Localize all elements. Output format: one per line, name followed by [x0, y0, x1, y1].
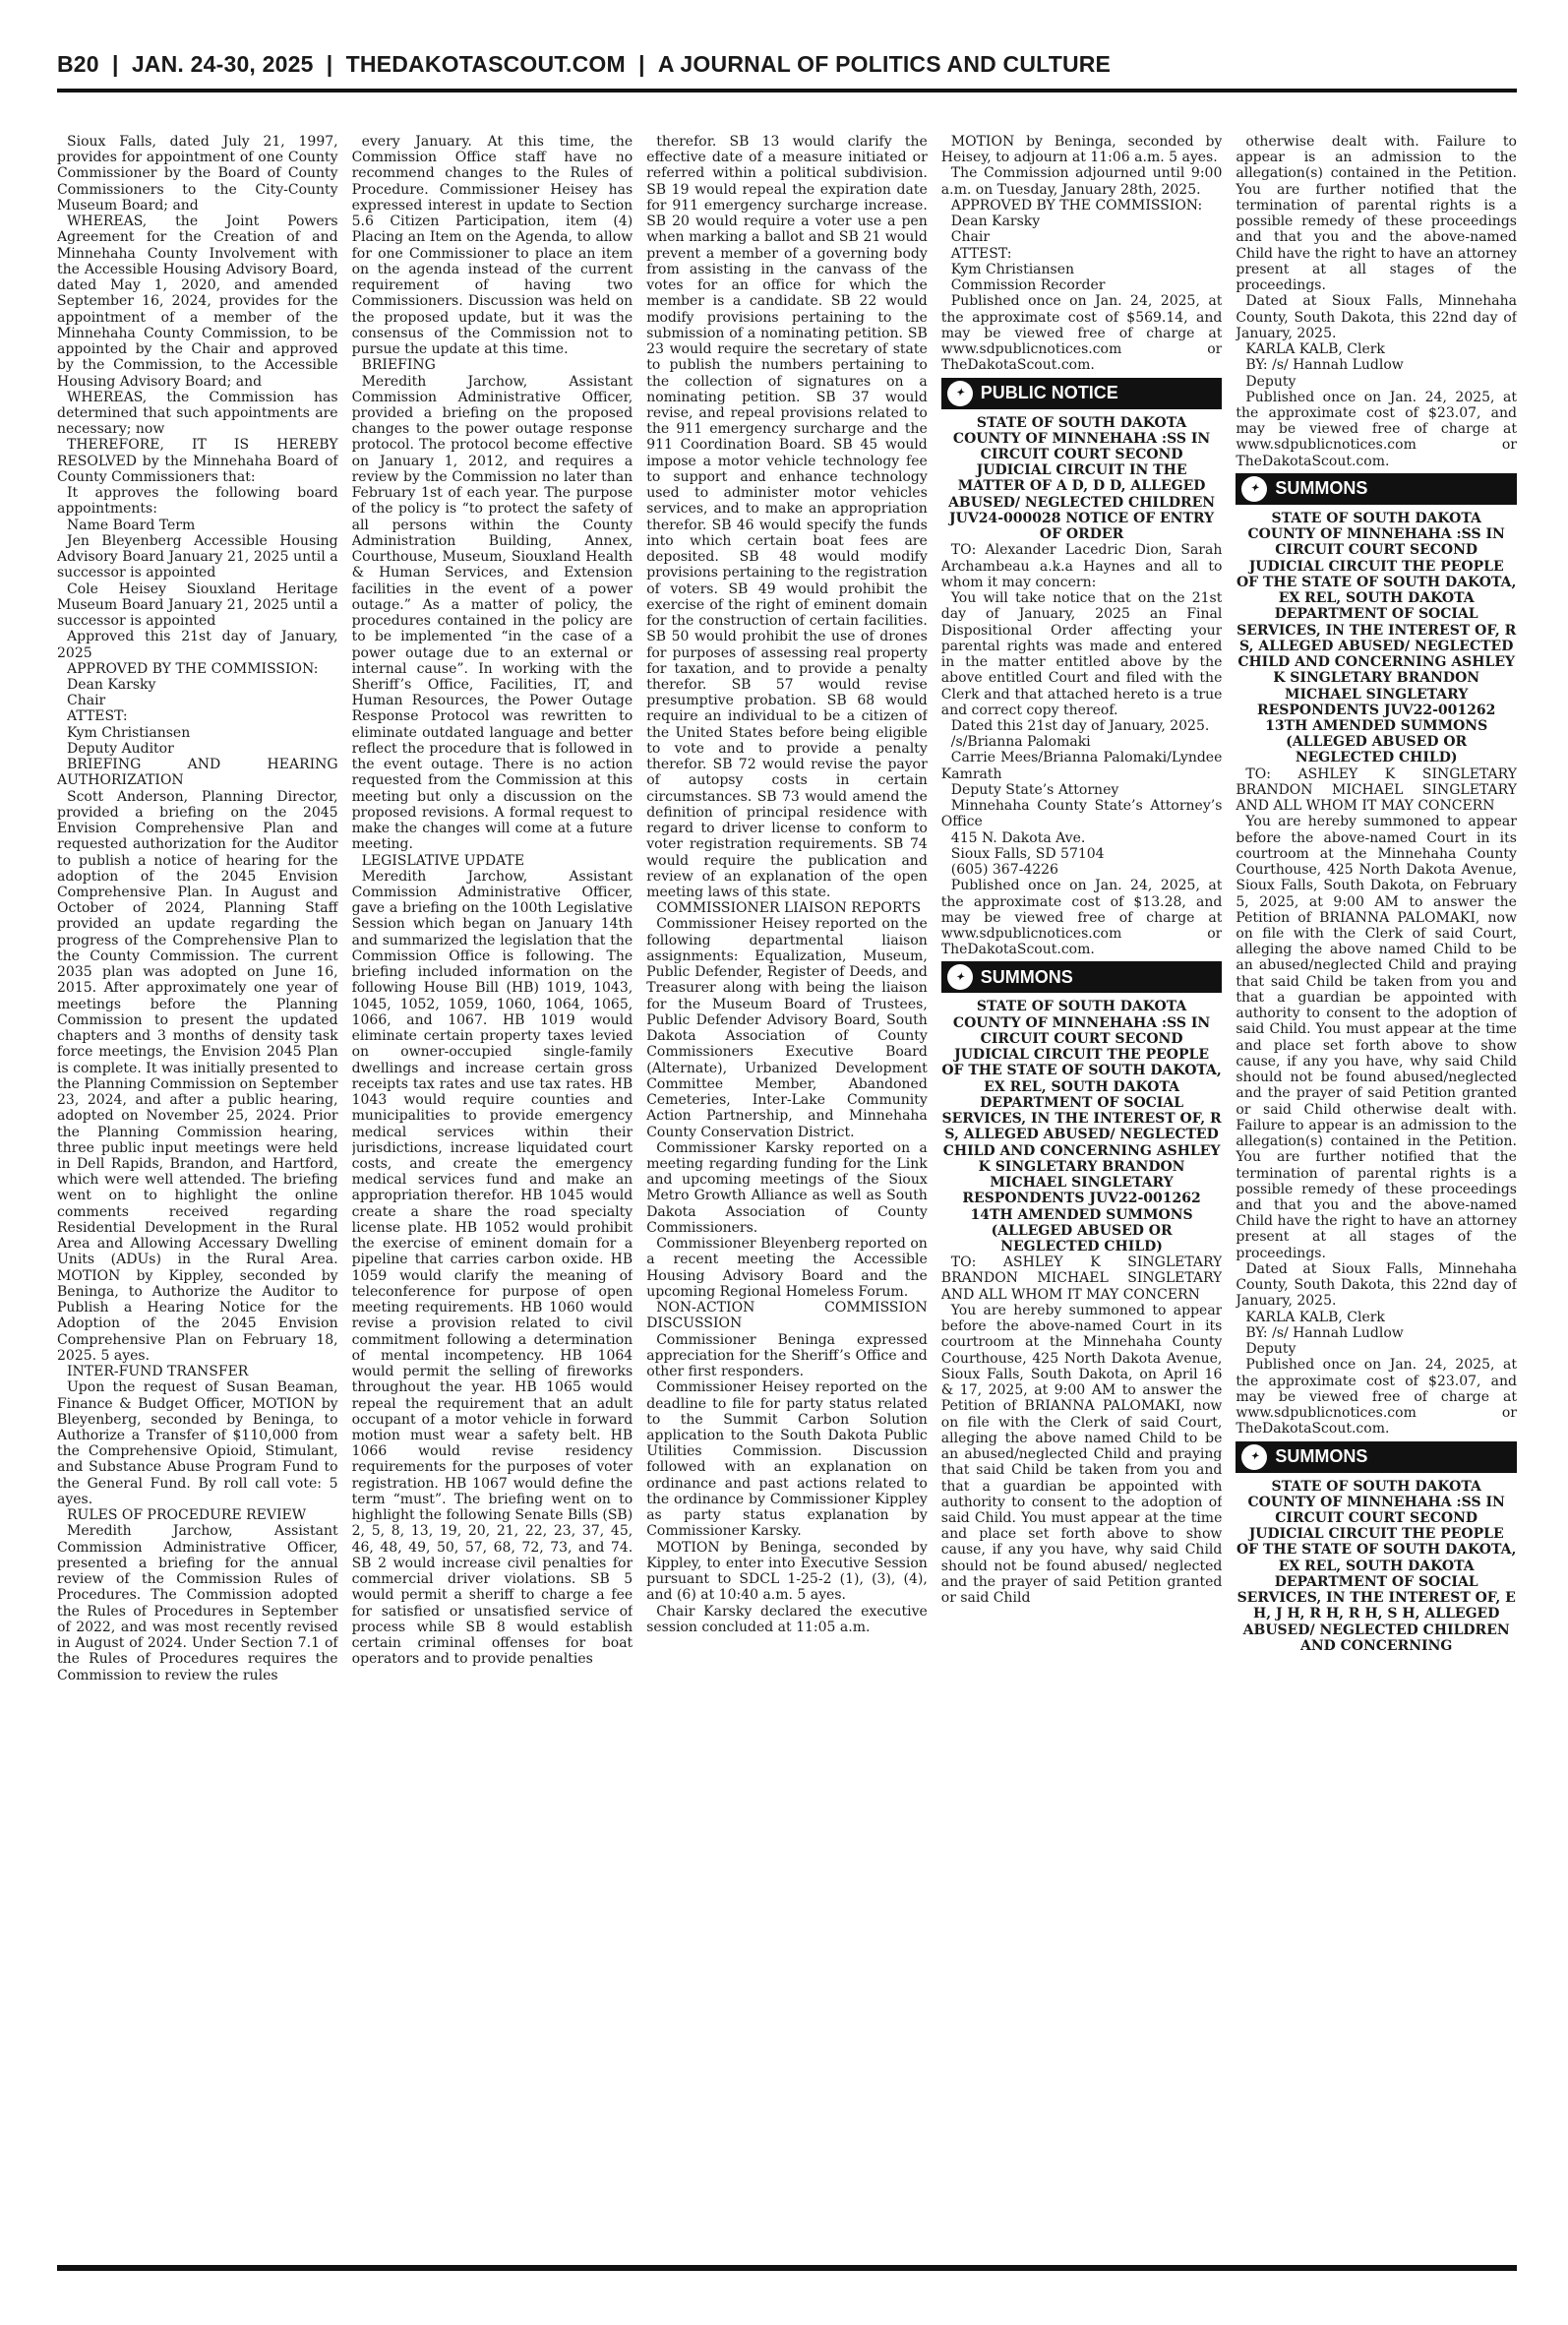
- scout-logo-icon: ✦: [1241, 476, 1267, 502]
- case-caption: STATE OF SOUTH DAKOTA COUNTY OF MINNEHAHA :SS IN CIRCUIT COURT SECOND JUDICIAL CIRCUIT THE PEOPLE OF THE STATE OF SOUTH DAKOTA, EX REL, SOUTH DAKOTA DEPARTMENT OF SOCIAL SERVICES, IN THE INTEREST OF, R S, ALLEGED ABUSED/ NEGLECTED CHILD AND CONCERNING ASHLEY K SINGLETARY BRANDON MICHAEL SINGLETARY RESPONDENTS JUV22-001262 13TH AMENDED SUMMONS (ALLEGED ABUSED OR NEGLECTED CHILD): [1236, 510, 1517, 766]
- header-separator: |: [111, 51, 119, 77]
- notice-paragraph: THEREFORE, IT IS HEREBY RESOLVED by the Minnehaha Board of County Commissioners that:: [57, 437, 338, 485]
- notice-paragraph: Meredith Jarchow, Assistant Commission Administrative Officer, gave a briefing on the 100th Legislative Session which began on January 14th and summarized the legislation that the Commission Office is following. The briefing included information on the following House Bill (HB) 1019, 1043, 1045, 1052, 1059, 1060, 1064, 1065, 1066, and 1067. HB 1019 would eliminate certain property taxes levied on owner-occupied single-family dwellings and increase certain gross receipts tax rates and use tax rates. HB 1043 would require counties and municipalities to provide emergency medical services within their jurisdictions, increase liquidated court costs, and create the emergency medical services fund and make an appropriation therefor. HB 1045 would create a share the road specialty license plate. HB 1052 would prohibit the exercise of eminent domain for a pipeline that carries carbon oxide. HB 1059 would clarify the meaning of teleconference for purpose of open meeting requirements. HB 1060 would revise a provision related to civil commitment following a determination of mental incompetency. HB 1064 would permit the selling of fireworks throughout the year. HB 1065 would repeal the requirement that an adult occupant of a motor vehicle in forward motion must wear a safety belt. HB 1066 would revise residency requirements for the purposes of voter registration. HB 1067 would define the term “must”. The briefing went on to highlight the following Senate Bills (SB) 2, 5, 8, 13, 19, 20, 21, 22, 23, 37, 45, 46, 48, 49, 50, 57, 68, 72, 73, and 74. SB 2 would increase civil penalties for commercial driver violations. SB 5 would permit a sheriff to charge a fee for satisfied or unsatisfied service of process while SB 8 would establish certain criminal offenses for boat operators and to provide penalties: [351, 868, 633, 1668]
- notice-paragraph: RULES OF PROCEDURE REVIEW: [67, 1507, 307, 1524]
- column-2: [352, 134, 633, 2259]
- notice-paragraph: every January. At this time, the Commission Office staff have no recommend changes to the Rules of Procedure. Commissioner Heisey has expressed interest in update to Section 5.6 Citizen Participation, item (4) Placing an Item on the Agenda, to allow for one Commissioner to place an item on the agenda instead of the current requirement of having two Commissioners. Discussion was held on the proposed update, but it was the consensus of the Commission not to pursue the update at this time.: [351, 134, 633, 358]
- scout-logo-icon: ✦: [947, 964, 973, 990]
- notice-paragraph: Published once on Jan. 24, 2025, at the approximate cost of $23.07, and may be viewed free of charge at www.sdpublicnotices.com or TheDakotaScout.com.: [1236, 389, 1517, 469]
- case-caption: STATE OF SOUTH DAKOTA COUNTY OF MINNEHAHA :SS IN CIRCUIT COURT SECOND JUDICIAL CIRCUIT THE PEOPLE OF THE STATE OF SOUTH DAKOTA, EX REL, SOUTH DAKOTA DEPARTMENT OF SOCIAL SERVICES, IN THE INTEREST OF, E H, J H, R H, R H, S H, ALLEGED ABUSED/ NEGLECTED CHILDREN AND CONCERNING: [1236, 1478, 1517, 1654]
- notice-paragraph: Commissioner Bleyenberg reported on a recent meeting the Accessible Housing Advisory Board and the upcoming Regional Homeless Forum.: [646, 1236, 928, 1300]
- notice-paragraph: COMMISSIONER LIAISON REPORTS: [656, 900, 922, 917]
- notice-paragraph: MOTION by Beninga, seconded by Kippley, to enter into Executive Session pursuant to SDCL 1-25-2 (1), (3), (4), and (6) at 10:40 a.m. 5 ayes.: [646, 1539, 928, 1604]
- footer-rule: [57, 2265, 1517, 2271]
- notice-paragraph: Deputy: [1245, 1341, 1297, 1358]
- issue-date: JAN. 24-30, 2025: [131, 51, 314, 77]
- notice-paragraph: Deputy State’s Attorney: [950, 781, 1119, 798]
- notice-paragraph: Chair: [950, 229, 991, 246]
- notice-paragraph: Jen Bleyenberg Accessible Housing Advisory Board January 21, 2025 until a successor is appointed: [57, 532, 338, 581]
- notice-paragraph: Published once on Jan. 24, 2025, at the approximate cost of $13.28, and may be viewed free of charge at www.sdpublicnotices.com or TheDakotaScout.com.: [940, 878, 1223, 958]
- notice-paragraph: Cole Heisey Siouxland Heritage Museum Board January 21, 2025 until a successor is appointed: [57, 581, 338, 630]
- notice-paragraph: Meredith Jarchow, Assistant Commission Administrative Officer, provided a briefing on the proposed changes to the power outage response protocol. The protocol become effective on January 1, 2012, and requires a review by the Commission no later than February 1st of each year. The purpose of the policy is “to protect the safety of all persons within the County Administration Building, Annex, Courthouse, Museum, Siouxland Health & Human Services, and Extension facilities in the event of a power outage.” As a matter of policy, the procedures contained in the policy are to be implemented “in the case of a power outage due to an external or internal cause”. In working with the Sheriff’s Office, Facilities, IT, and Human Resources, the Power Outage Response Protocol was rewritten to eliminate outdated language and better reflect the procedure that is followed in the event outage. There is no action requested from the Commission at this meeting but only a discussion on the proposed revisions. A formal request to make the changes will come at a future meeting.: [351, 373, 633, 853]
- notice-paragraph: Commissioner Beninga expressed appreciation for the Sheriff’s Office and other first responders.: [646, 1331, 928, 1380]
- notice-paragraph: Minnehaha County State’s Attorney’s Office: [940, 798, 1223, 830]
- case-caption: STATE OF SOUTH DAKOTA COUNTY OF MINNEHAHA :SS IN CIRCUIT COURT SECOND JUDICIAL CIRCUIT THE PEOPLE OF THE STATE OF SOUTH DAKOTA, EX REL, SOUTH DAKOTA DEPARTMENT OF SOCIAL SERVICES, IN THE INTEREST OF, R S, ALLEGED ABUSED/ NEGLECTED CHILD AND CONCERNING ASHLEY K SINGLETARY BRANDON MICHAEL SINGLETARY RESPONDENTS JUV22-001262 14TH AMENDED SUMMONS (ALLEGED ABUSED OR NEGLECTED CHILD): [941, 999, 1222, 1254]
- notice-paragraph: Dated this 21st day of January, 2025.: [950, 717, 1210, 734]
- column-1: [57, 134, 338, 2259]
- notice-paragraph: Approved this 21st day of January, 2025: [57, 629, 338, 661]
- notice-paragraph: Deputy Auditor: [67, 740, 174, 757]
- notice-paragraph: Dated at Sioux Falls, Minnehaha County, South Dakota, this 22nd day of January, 2025.: [1236, 293, 1517, 341]
- notice-paragraph: TO: ASHLEY K SINGLETARY BRANDON MICHAEL SINGLETARY AND ALL WHOM IT MAY CONCERN: [940, 1254, 1223, 1303]
- notice-paragraph: /s/Brianna Palomaki: [950, 734, 1091, 751]
- notice-paragraph: APPROVED BY THE COMMISSION:: [67, 660, 319, 677]
- column-3: [646, 134, 928, 2259]
- notice-paragraph: Commissioner Heisey reported on the deadline to file for party status related to the Summit Carbon Solution application to the South Dakota Public Utilities Commission. Discussion followed with an explanation on ordinance and past actions related to the ordinance by Commissioner Kippley as party status explanation by Commissioner Karsky.: [646, 1379, 928, 1540]
- notice-paragraph: You will take notice that on the 21st day of January, 2025 an Final Dispositional Order affecting your parental rights was made and entered in the matter entitled above by the above entitled Court and filed with the Clerk and that attached hereto is a true and correct copy thereof.: [940, 590, 1223, 718]
- notice-paragraph: NON-ACTION COMMISSION DISCUSSION: [646, 1300, 928, 1332]
- notice-paragraph: WHEREAS, the Joint Powers Agreement for the Creation of and Minnehaha County Involvement with the Accessible Housing Advisory Board, dated May 1, 2020, and amended September 16, 2024, provides for the appointment of a member of the Minnehaha County Commission, to be appointed by the Chair and approved by the Commission, to the Accessible Housing Advisory Board; and: [57, 214, 338, 390]
- section-banner-label: SUMMONS: [1275, 478, 1368, 499]
- site-link[interactable]: THEDAKOTASCOUT.COM: [345, 51, 626, 77]
- notice-paragraph: BY: /s/ Hannah Ludlow: [1245, 1324, 1404, 1341]
- tagline: A JOURNAL OF POLITICS AND CULTURE: [657, 51, 1112, 77]
- notice-paragraph: Published once on Jan. 24, 2025, at the approximate cost of $23.07, and may be viewed free of charge at www.sdpublicnotices.com or TheDakotaScout.com.: [1236, 1357, 1517, 1438]
- notice-paragraph: Sioux Falls, dated July 21, 1997, provides for appointment of one County Commissioner by the Board of County Commissioners to the City-County Museum Board; and: [57, 134, 338, 214]
- notice-paragraph: The Commission adjourned until 9:00 a.m. on Tuesday, January 28th, 2025.: [940, 165, 1223, 198]
- notice-paragraph: Chair: [67, 693, 106, 709]
- header-separator: |: [638, 51, 645, 77]
- notice-paragraph: Published once on Jan. 24, 2025, at the approximate cost of $569.14, and may be viewed free of charge at www.sdpublicnotices.com or TheDakotaScout.com.: [940, 293, 1223, 374]
- notice-paragraph: Meredith Jarchow, Assistant Commission Administrative Officer, presented a briefing for the annual review of the Commission Rules of Procedures. The Commission adopted the Rules of Procedures in September of 2022, and was most recently revised in August of 2024. Under Section 7.1 of the Rules of Procedures requires the Commission to review the rules: [57, 1523, 338, 1683]
- notice-paragraph: Sioux Falls, SD 57104: [950, 845, 1105, 862]
- notice-paragraph: Deputy: [1245, 373, 1297, 390]
- notice-paragraph: KARLA KALB, Clerk: [1245, 1309, 1385, 1325]
- notice-paragraph: Kym Christiansen: [67, 724, 191, 741]
- notice-paragraph: Commissioner Karsky reported on a meeting regarding funding for the Link and upcoming meetings of the Sioux Metro Growth Alliance as well as South Dakota Association of County Commissioners.: [646, 1139, 928, 1236]
- notice-paragraph: LEGISLATIVE UPDATE: [361, 852, 525, 869]
- notice-paragraph: INTER-FUND TRANSFER: [67, 1364, 249, 1380]
- notice-paragraph: Scott Anderson, Planning Director, provided a briefing on the 2045 Envision Comprehensive Plan and requested authorization for the Auditor to publish a notice of hearing for the adoption of the 2045 Envision Comprehensive Plan. In August and October of 2024, Planning Staff provided an update regarding the progress of the Comprehensive Plan to the County Commission. The current 2035 plan was adopted on June 16, 2015. After approximately one year of meetings before the Planning Commission to present the updated chapters and 3 months of density task force meetings, the Envision 2045 Plan is complete. It was initially presented to the Planning Commission on September 23, 2024, and after a public hearing, adopted on November 25, 2024. Prior the Planning Commission hearing, three public input meetings were held in Dell Rapids, Brandon, and Hartford, which were well attended. The briefing went on to highlight the online comments received regarding Residential Development in the Rural Area and Allowing Accessary Dwelling Units (ADUs) in the Rural Area. MOTION by Kippley, seconded by Beninga, to Authorize the Auditor to Publish a Hearing Notice for the Adoption of the 2045 Envision Comprehensive Plan on February 18, 2025. 5 ayes.: [57, 788, 338, 1364]
- notice-paragraph: Commissioner Heisey reported on the following departmental liaison assignments: Equalization, Museum, Public Defender, Register of Deeds, and Treasurer along with being the liaison for the Museum Board of Trustees, Public Defender Advisory Board, South Dakota Association of County Commissioners Executive Board (Alternate), Urbanized Development Committee Member, Abandoned Cemeteries, Inter-Lake Community Action Partnership, and Minnehaha County Conservation District.: [646, 916, 928, 1140]
- case-caption: STATE OF SOUTH DAKOTA COUNTY OF MINNEHAHA :SS IN CIRCUIT COURT SECOND JUDICIAL CIRCUIT IN THE MATTER OF A D, D D, ALLEGED ABUSED/ NEGLECTED CHILDREN JUV24-000028 NOTICE OF ENTRY OF ORDER: [948, 414, 1216, 543]
- notice-paragraph: Upon the request of Susan Beaman, Finance & Budget Officer, MOTION by Bleyenberg, seconded by Beninga, to Authorize a Transfer of $110,000 from the Comprehensive Opioid, Stimulant, and Substance Abuse Program Fund to the General Fund. By roll call vote: 5 ayes.: [57, 1379, 338, 1507]
- notice-paragraph: You are hereby summoned to appear before the above-named Court in its courtroom at the Minnehaha County Courthouse, 425 North Dakota Avenue, Sioux Falls, South Dakota, on February 5, 2025, at 9:00 AM to answer the Petition of BRIANNA PALOMAKI, now on file with the Clerk of said Court, alleging the above named Child to be an abused/neglected Child and praying that said Child be taken from you and that a guardian be appointed with authority to consent to the adoption of said Child. You must appear at the time and place set forth above to show cause, if any you have, why said Child should not be found abused/neglected and the prayer of said Petition granted or said Child otherwise dealt with. Failure to appear is an admission to the allegation(s) contained in the Petition. You are further notified that the termination of parental rights is a possible remedy of these proceedings and that you and the above-named Child have the right to have an attorney present at all stages of the proceedings.: [1236, 814, 1517, 1261]
- notice-paragraph: Carrie Mees/Brianna Palomaki/Lyndee Kamrath: [940, 750, 1223, 782]
- notice-paragraph: Name Board Term: [67, 517, 196, 533]
- notice-paragraph: KARLA KALB, Clerk: [1245, 341, 1385, 358]
- notice-paragraph: ATTEST:: [950, 245, 1012, 262]
- notice-paragraph: WHEREAS, the Commission has determined that such appointments are necessary; now: [57, 389, 338, 438]
- notice-paragraph: BRIEFING: [361, 357, 436, 374]
- column-4: [941, 134, 1223, 2259]
- section-banner: [1236, 473, 1517, 505]
- notice-paragraph: therefor. SB 13 would clarify the effective date of a measure initiated or referred within a political subdivision. SB 19 would repeal the expiration date for 911 emergency surcharge increase. SB 20 would require a voter use a pen when marking a ballot and SB 21 would prevent a member of a governing body from assisting in the canvass of the votes for an office for which the member is a candidate. SB 22 would modify provisions pertaining to the submission of a nominating petition. SB 23 would require the secretary of state to publish the numbers pertaining to the collection of signatures on a nominating petition. SB 37 would revise, and repeal provisions related to the 911 emergency surcharge and the 911 Coordination Board. SB 45 would impose a motor vehicle technology fee to support and enhance technology used to administer motor vehicles services, and to make an appropriation therefor. SB 46 would specify the funds into which certain boat fees are deposited. SB 48 would modify provisions pertaining to the registration of voters. SB 49 would prohibit the exercise of the right of eminent domain for the construction of certain facilities. SB 50 would prohibit the use of drones for purposes of assessing real property for taxation, and to provide a penalty therefor. SB 57 would revise presumptive probation. SB 68 would require an individual to be a citizen of the United States before being eligible to vote and to provide a penalty therefor. SB 72 would revise the payor of autopsy costs in certain circumstances. SB 73 would amend the definition of principal residence with regard to driver license to conform to voter registration requirements. SB 74 would require the publication and review of an explanation of the open meeting laws of this state.: [646, 134, 928, 901]
- section-banner: [941, 378, 1223, 409]
- notice-paragraph: Dean Karsky: [67, 676, 156, 693]
- notice-paragraph: TO: Alexander Lacedric Dion, Sarah Archambeau a.k.a Haynes and all to whom it may concern:: [940, 542, 1223, 590]
- notice-paragraph: 415 N. Dakota Ave.: [950, 829, 1086, 846]
- notice-paragraph: MOTION by Beninga, seconded by Heisey, to adjourn at 11:06 a.m. 5 ayes.: [940, 134, 1223, 166]
- notice-paragraph: BRIEFING AND HEARING AUTHORIZATION: [57, 757, 338, 789]
- notice-paragraph: Kym Christiansen: [950, 261, 1075, 277]
- header-rule: [57, 89, 1517, 92]
- notice-paragraph: APPROVED BY THE COMMISSION:: [950, 197, 1203, 214]
- article-columns: [57, 134, 1517, 2259]
- notice-paragraph: otherwise dealt with. Failure to appear is an admission to the allegation(s) contained in the Petition. You are further notified that the termination of parental rights is a possible remedy of these proceedings and that you and the above-named Child have the right to have an attorney present at all stages of the proceedings.: [1236, 134, 1517, 294]
- section-banner: [1236, 1441, 1517, 1473]
- scout-logo-icon: ✦: [1241, 1444, 1267, 1470]
- notice-paragraph: TO: ASHLEY K SINGLETARY BRANDON MICHAEL SINGLETARY AND ALL WHOM IT MAY CONCERN: [1236, 765, 1517, 815]
- section-banner: [941, 961, 1223, 993]
- notice-paragraph: Dean Karsky: [950, 214, 1041, 230]
- notice-paragraph: Dated at Sioux Falls, Minnehaha County, South Dakota, this 22nd day of January, 2025.: [1236, 1260, 1517, 1310]
- scout-logo-icon: ✦: [947, 381, 973, 406]
- notice-paragraph: BY: /s/ Hannah Ludlow: [1245, 357, 1404, 374]
- header-separator: |: [326, 51, 333, 77]
- section-banner-label: SUMMONS: [1275, 1446, 1368, 1467]
- notice-paragraph: It approves the following board appointments:: [57, 485, 338, 518]
- section-banner-label: PUBLIC NOTICE: [980, 383, 1118, 403]
- notice-paragraph: ATTEST:: [67, 708, 128, 725]
- column-5: [1236, 134, 1517, 2259]
- section-banner-label: SUMMONS: [980, 967, 1073, 988]
- notice-paragraph: Chair Karsky declared the executive session concluded at 11:05 a.m.: [646, 1603, 928, 1635]
- page-number: B20: [57, 51, 99, 77]
- notice-paragraph: (605) 367-4226: [950, 862, 1058, 879]
- notice-paragraph: Commission Recorder: [950, 277, 1106, 294]
- notice-paragraph: You are hereby summoned to appear before the above-named Court in its courtroom at the Minnehaha County Courthouse, 425 North Dakota Avenue, Sioux Falls, South Dakota, on April 16 & 17, 2025, at 9:00 AM to answer the Petition of BRIANNA PALOMAKI, now on file with the Clerk of said Court, alleging the above named Child to be an abused/neglected Child and praying that said Child be taken from you and that a guardian be appointed with authority to consent to the adoption of said Child. You must appear at the time and place set forth above to show cause, if any you have, why said Child should not be found abused/ neglected and the prayer of said Petition granted or said Child: [940, 1302, 1223, 1607]
